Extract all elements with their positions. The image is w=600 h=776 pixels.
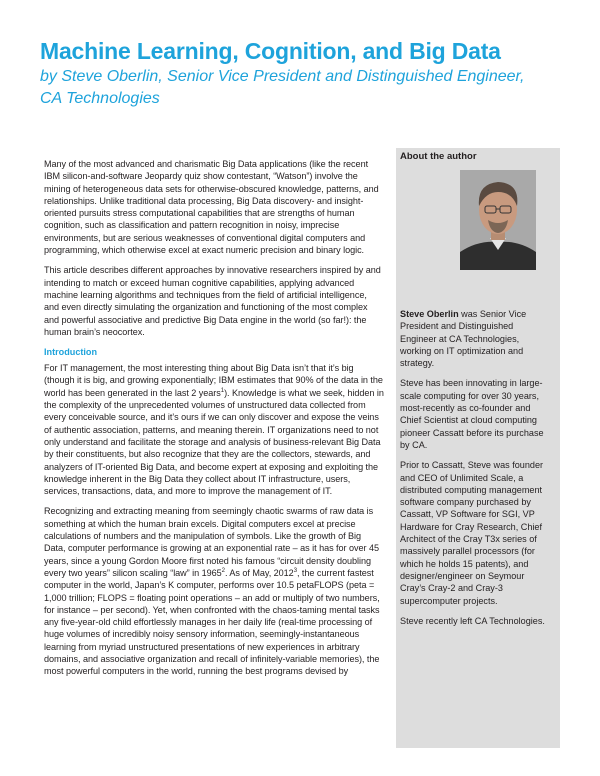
article-title: Machine Learning, Cognition, and Big Data [40,38,501,64]
footnote-ref-2[interactable]: 2 [221,567,225,574]
footnote-ref-1[interactable]: 1 [220,387,225,394]
bio-paragraph-4: Steve recently left CA Technologies. [400,615,545,626]
author-bio [400,308,550,635]
bio-paragraph-3: Prior to Cassatt, Steve was founder and CEO of Unlimited Scale, a distributed computing management software company purchased by Cassatt, VP Software for SGI, VP Hardware for Cray Research, Chief Architect of the Cray T3x series of massively parallel processors (for which he holds 15 patents), and designer/engineer on Seymour Cray’s Cray-2 and Cray-3 supercomputer projects. [400,460,544,606]
author-portrait-illustration [460,170,536,270]
author-name: Steve Oberlin [400,309,459,319]
author-photo [460,170,536,270]
paragraph-3 [44,362,384,497]
paragraph-1: Many of the most advanced and charismatic Big Data applications (like the recent IBM silicon-and-software Jeopardy quiz show contestant, “Watson”) involve the mining of heterogeneous data sets for otherwise-obscured knowledge, patterns, and relationships. Unlike traditional data processing, Big Data discovery- and insight-oriented pursuits stress computational capabilities that are strengths of human cognition, such as classification and pattern recognition in noisy, imprecise environments, but are serious weaknesses of conventional digital computers and programming, which otherwise excel at exact numeric precision and binary logic. [44,159,379,256]
article-header [40,38,570,110]
bio-paragraph-1-rest: was Senior Vice President and Distinguished Engineer at CA Technologies, working on IT optimization and strategy. [400,309,527,369]
author-sidebar [396,148,560,748]
section-heading-introduction: Introduction [44,347,98,358]
byline-line-2: CA Technologies [40,90,160,107]
paragraph-3-part-b: ). Knowledge is what we seek, hidden in the complexity of the unprecedented volumes of unstructured data collected from every conceivable source, and it’s ours if we can only discover and expose the veins of authentic association, patterns, and meaning therein. IT organizations need to not only understand and facilitate the storage and analysis of business-relevant Big Data by their constituents, but also recognize that they are the collectors, stewards, and analyzers of IT-oriented Big Data, and become expert at exposing and exploiting the knowledge inherent in the Big Data they collect about IT infrastructure, users, services, transactions, data, and more to improve the management of IT. [44,387,384,497]
paragraph-4-part-a: Recognizing and extracting meaning from seemingly chaotic swarms of raw data is something at which the human brain excels. Digital computers excel at precise calculations of numbers and the manipulation of symbols. Like the growth of Big Data, computer performance is growing at an exponential rate – as it has for over 45 years, since a young Gordon Moore first noted his famous “circuit density doubling every two years” silicon scaling “law” in 1965 [44,506,379,578]
paragraph-2: This article describes different approaches by innovative researchers inspired by and intending to match or exceed human cognitive capabilities, applying advanced machine learning algorithms and techniques from the field of artificial intelligence, and even directly simulating the organization and functioning of the most complex and powerful associative and predictive Big Data engine in the world (so far!): the human brain’s neocortex. [44,265,381,337]
bio-paragraph-1 [400,308,550,369]
byline [40,66,570,110]
paragraph-3-part-a: For IT management, the most interesting thing about Big Data isn’t that it’s big (though it is big, and growing exponentially; IBM estimates that 90% of the data in the world has been generated in the last 2 years [44,363,383,398]
paragraph-4-part-c: , the current fastest computer in the world, Japan’s K computer, performs over 10.5 petaFLOPS (peta = 1,000 trillion; FLOPS = floating point operations – an add or multiply of two numbers, for instance – per second). Yet, when confronted with the chaos-taming mental tasks any five-year-old child effortlessly manages in her daily life (real-time processing of huge volumes of incredibly noisy sensory information, seemingly-instantaneous learning from myriad unstructured presentations of new experiences in arbitrary domains, and associative organization and recall of infinitely-variable memories), the most powerful computers in the world, running the best programs devised by [44,567,380,677]
paragraph-4 [44,505,384,677]
byline-line-1: by Steve Oberlin, Senior Vice President and Distinguished Engineer, [40,68,525,85]
footnote-ref-3[interactable]: 3 [293,567,297,574]
article-body [44,158,384,686]
paragraph-4-part-b: . As of May, 2012 [224,567,294,578]
sidebar-heading: About the author [400,151,477,162]
bio-paragraph-2: Steve has been innovating in large-scale computing for over 30 years, most-recently as co-founder and Chief Scientist at cloud computing pioneer Cassatt before its purchase by CA. [400,378,544,450]
